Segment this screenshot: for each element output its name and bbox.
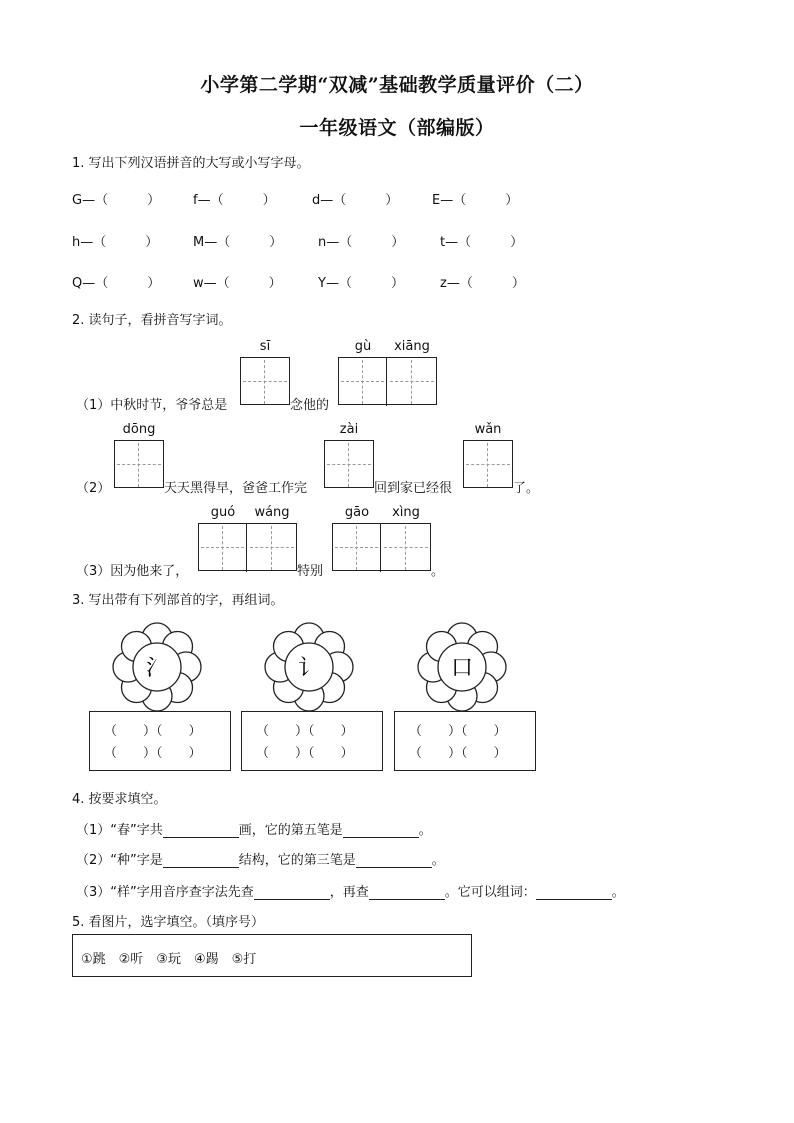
pinyin: dōng (122, 422, 156, 437)
line-text: 。 (431, 853, 445, 868)
q1-item: t—（ ） (440, 235, 524, 250)
answer-row: （ ）（ ） (256, 724, 354, 739)
fill-blank[interactable] (356, 853, 432, 868)
pinyin: sī (259, 339, 271, 354)
line-text: 。 (611, 885, 625, 900)
line-text: （2）“种”字是 (76, 853, 163, 868)
q5-prompt: 5. 看图片，选字填空。（填序号） (72, 915, 265, 930)
q3-prompt: 3. 写出带有下列部首的字，再组词。 (72, 593, 284, 608)
line-text: 。它可以组词： (444, 885, 536, 900)
radical-label: 讠 (297, 656, 321, 681)
sentence-text: 特别 (297, 564, 324, 579)
pinyin: zài (339, 422, 359, 437)
writing-grid[interactable] (198, 523, 297, 571)
fill-blank[interactable] (369, 885, 445, 900)
pinyin: xìng (392, 505, 420, 520)
options-text: ①跳 ②听 ③玩 ④踢 ⑤打 (81, 952, 257, 967)
q1-item: Y—（ ） (318, 276, 404, 291)
q1-item: n—（ ） (318, 235, 405, 250)
writing-grid[interactable] (332, 523, 431, 571)
sentence-text: （3）因为他来了， (76, 564, 189, 579)
line-text: （1）“春”字共 (76, 823, 163, 838)
pinyin: xiāng (394, 339, 430, 354)
page-subtitle: 一年级语文（部编版） (299, 117, 495, 139)
fill-blank[interactable] (163, 853, 239, 868)
answer-row: （ ）（ ） (409, 724, 507, 739)
q2-prompt: 2. 读句子，看拼音写字词。 (72, 313, 232, 328)
pinyin: wáng (254, 505, 290, 520)
answer-row: （ ）（ ） (104, 724, 202, 739)
radical-label: 口 (450, 656, 474, 681)
q1-item: M—（ ） (193, 235, 283, 250)
flower-icon (111, 621, 203, 713)
sentence-text: 天天黑得早，爸爸工作完 (164, 481, 308, 496)
q1-item: h—（ ） (72, 235, 159, 250)
q1-item: w—（ ） (193, 276, 282, 291)
fill-blank[interactable] (343, 823, 419, 838)
sentence-text: （1）中秋时节，爷爷总是 (76, 398, 228, 413)
line-text: 结构，它的第三笔是 (238, 853, 356, 868)
radical-label: 氵 (145, 656, 169, 681)
q1-prompt: 1. 写出下列汉语拼音的大写或小写字母。 (72, 156, 310, 171)
q4-line-2 (76, 849, 445, 868)
writing-grid[interactable] (114, 440, 164, 488)
writing-grid[interactable] (463, 440, 513, 488)
q1-item: E—（ ） (432, 193, 519, 208)
pinyin: gù (354, 339, 372, 354)
fill-blank[interactable] (536, 885, 612, 900)
q1-item: G—（ ） (72, 193, 161, 208)
q1-item: f—（ ） (193, 193, 276, 208)
answer-row: （ ）（ ） (256, 746, 354, 761)
answer-box[interactable] (241, 711, 383, 771)
fill-blank[interactable] (254, 885, 330, 900)
q1-item: d—（ ） (312, 193, 399, 208)
pinyin: wǎn (474, 422, 502, 437)
sentence-text: 回到家已经很 (374, 481, 453, 496)
answer-row: （ ）（ ） (104, 746, 202, 761)
q1-item: z—（ ） (440, 276, 525, 291)
writing-grid[interactable] (338, 357, 437, 405)
line-text: （3）“样”字用音序查字法先查 (76, 885, 254, 900)
flower-icon (263, 621, 355, 713)
q4-line-1 (76, 819, 432, 838)
page-title: 小学第二学期“双减”基础教学质量评价（二） (200, 74, 594, 96)
options-box (72, 934, 472, 977)
q4-prompt: 4. 按要求填空。 (72, 792, 167, 807)
line-text: 画，它的第五笔是 (238, 823, 343, 838)
q4-line-3 (76, 881, 625, 900)
pinyin: guó (210, 505, 236, 520)
line-text: 。 (418, 823, 432, 838)
flower-icon (416, 621, 508, 713)
writing-grid[interactable] (240, 357, 290, 405)
writing-grid[interactable] (324, 440, 374, 488)
sentence-text: （2） (76, 481, 111, 496)
sentence-text: 。 (431, 564, 445, 579)
sentence-text: 了。 (513, 481, 540, 496)
sentence-text: 念他的 (290, 398, 330, 413)
answer-box[interactable] (394, 711, 536, 771)
answer-box[interactable] (89, 711, 231, 771)
answer-row: （ ）（ ） (409, 746, 507, 761)
pinyin: gāo (344, 505, 370, 520)
line-text: ，再查 (329, 885, 369, 900)
q1-item: Q—（ ） (72, 276, 161, 291)
fill-blank[interactable] (163, 823, 239, 838)
